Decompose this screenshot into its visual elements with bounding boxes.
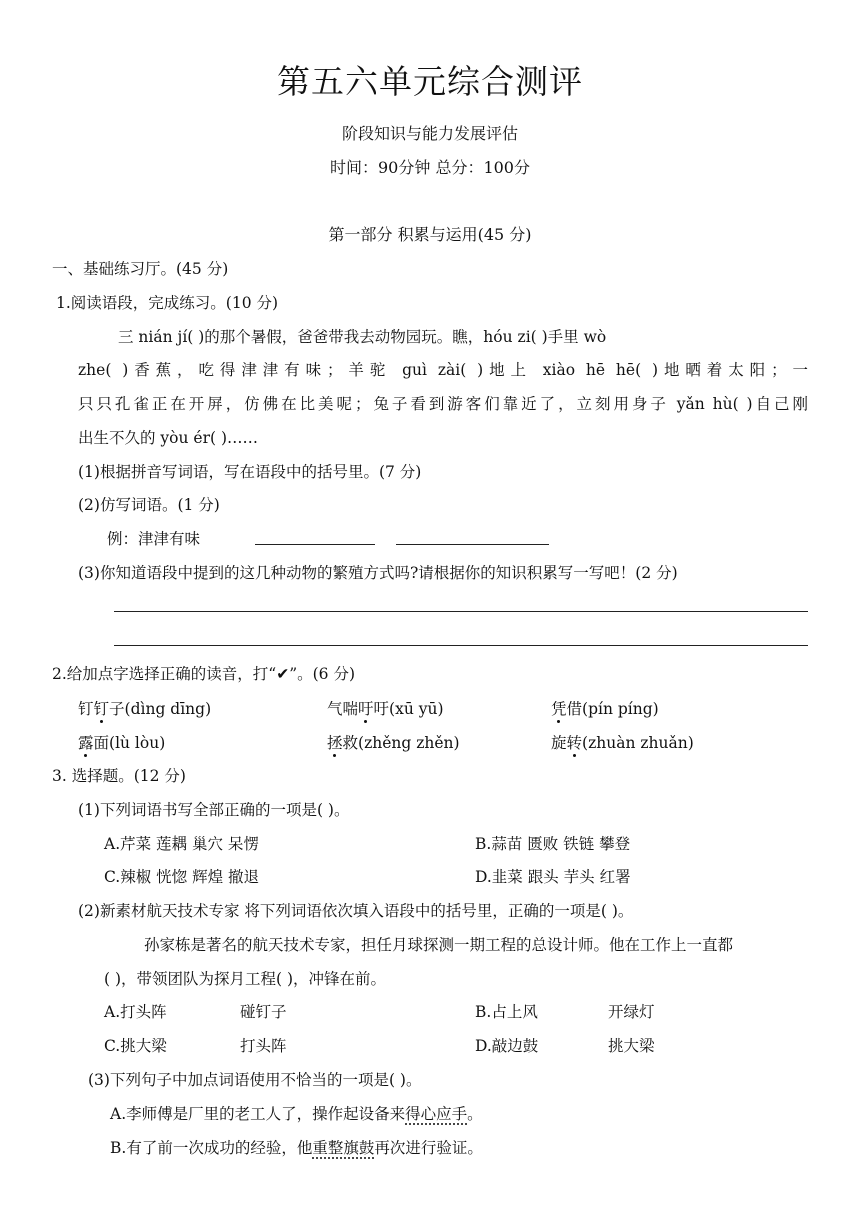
dotted-word: 重整旗鼓: [312, 1139, 375, 1157]
option-d-second: 挑大梁: [608, 1037, 655, 1055]
question-3-sub1: (1)下列词语书写全部正确的一项是( )。: [78, 801, 350, 819]
pinyin-item-4: 露面(lù lòu): [78, 731, 165, 753]
sub3-option-a: A.李师傅是厂里的老工人了，操作起设备来得心应手。: [110, 1105, 483, 1123]
option-a-second: 碰钉子: [240, 1003, 287, 1021]
question-1-sub3: (3)你知道语段中提到的这几种动物的繁殖方式吗?请根据你的知识积累写一写吧！(2 分): [78, 564, 678, 582]
option-a: A.打头阵: [104, 1003, 167, 1021]
example-label: 例：津津有味: [107, 530, 201, 548]
section-heading: 一、基础练习厅。(45 分): [52, 260, 229, 278]
passage-line-2: zhe( )香蕉，吃得津津有味；羊驼 guì zài( )地上 xiào hē hē( )地晒着太阳；一: [78, 361, 808, 379]
answer-blank-2[interactable]: [396, 544, 549, 545]
passage-line-1: 三 nián jí( )的那个暑假，爸爸带我去动物园玩。瞧，hóu zi( )手里 wò: [118, 328, 607, 346]
dotted-char: 转: [567, 731, 583, 753]
dotted-char: 吁: [358, 697, 374, 719]
option-c: C.辣椒 恍惚 辉煌 撤退: [104, 868, 260, 886]
question-2-heading: 2.给加点字选择正确的读音，打“✔”。(6 分): [52, 665, 356, 683]
option-b: B.占上风: [475, 1003, 538, 1021]
sub2-passage-line-1: 孙家栋是著名的航天技术专家，担任月球探测一期工程的总设计师。他在工作上一直都: [144, 936, 734, 954]
dotted-char: 露: [78, 731, 94, 753]
option-b-second: 开绿灯: [608, 1003, 655, 1021]
pinyin-item-3: 凭借(pín píng): [551, 697, 659, 719]
answer-blank-1[interactable]: [255, 544, 375, 545]
option-c-second: 打头阵: [240, 1037, 287, 1055]
option-c: C.挑大梁: [104, 1037, 167, 1055]
passage-line-4: 出生不久的 yòu ér( )……: [78, 429, 259, 447]
pinyin-item-1: 钉钉子(dìng dīng): [78, 697, 211, 719]
question-3-heading: 3. 选择题。(12 分): [52, 767, 186, 785]
question-1-heading: 1.阅读语段，完成练习。(10 分): [56, 294, 279, 312]
answer-line-1[interactable]: [114, 611, 808, 612]
dotted-char: 钉: [94, 697, 110, 719]
question-1-sub2: (2)仿写词语。(1 分): [78, 496, 220, 514]
time-score-line: 时间：90分钟 总分：100分: [330, 158, 530, 177]
dotted-char: 拯: [327, 731, 343, 753]
page-subtitle: 阶段知识与能力发展评估: [341, 124, 518, 143]
dotted-char: 凭: [551, 697, 567, 719]
dotted-word: 得心应手: [405, 1105, 468, 1123]
option-d: D.敲边鼓: [475, 1037, 539, 1055]
passage-line-3: 只只孔雀正在开屏，仿佛在比美呢；兔子看到游客们靠近了，立刻用身子 yǎn hù( )自己刚: [78, 395, 808, 413]
question-1-sub1: (1)根据拼音写词语，写在语段中的括号里。(7 分): [78, 463, 422, 481]
page-title: 第五六单元综合测评: [277, 62, 583, 101]
pinyin-item-6: 旋转(zhuàn zhuǎn): [551, 731, 694, 753]
option-a: A.芹菜 莲耦 巢穴 呆愣: [104, 835, 259, 853]
pinyin-item-2: 气喘吁吁(xū yū): [327, 697, 444, 719]
pinyin-item-5: 拯救(zhěng zhěn): [327, 731, 460, 753]
option-b: B.蒜苗 匮败 铁链 攀登: [475, 835, 631, 853]
option-d: D.韭菜 跟头 芋头 红署: [475, 868, 631, 886]
part-heading: 第一部分 积累与运用(45 分): [328, 225, 532, 244]
question-3-sub3: (3)下列句子中加点词语使用不恰当的一项是( )。: [88, 1071, 422, 1089]
sub3-option-b: B.有了前一次成功的经验，他重整旗鼓再次进行验证。: [110, 1139, 483, 1157]
question-3-sub2: (2)新素材航天技术专家 将下列词语依次填入语段中的括号里，正确的一项是( )。: [78, 902, 634, 920]
sub2-passage-line-2: ( )，带领团队为探月工程( )，冲锋在前。: [104, 970, 387, 988]
answer-line-2[interactable]: [114, 645, 808, 646]
